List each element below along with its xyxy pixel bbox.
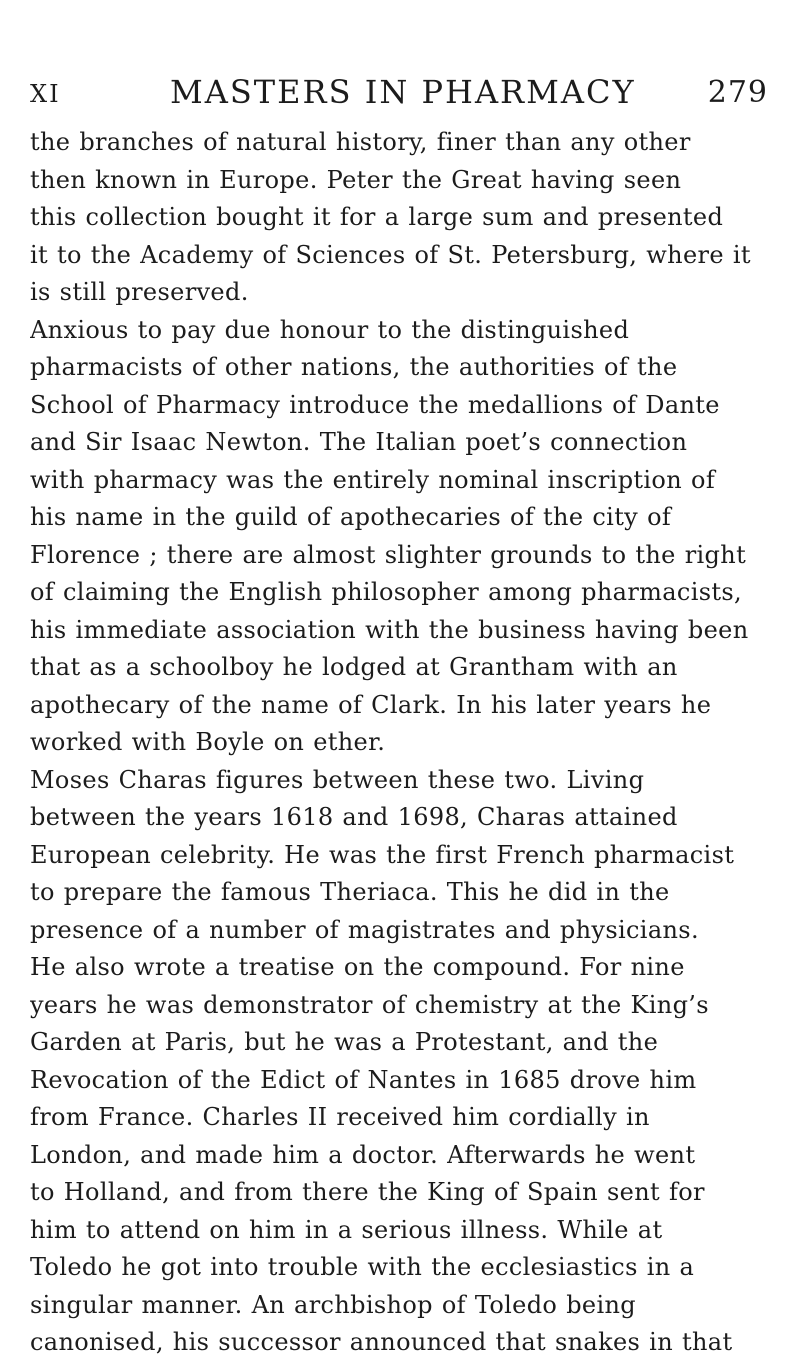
text-line: from France. Charles II received him cordially in bbox=[30, 1103, 650, 1131]
text-line: years he was demonstrator of chemistry at the King’s bbox=[30, 990, 709, 1019]
text-line: this collection bought it for a large sum and presented bbox=[30, 203, 724, 231]
text-line: then known in Europe. Peter the Great having seen bbox=[30, 165, 682, 194]
text-line: and Sir Isaac Newton. The Italian poet’s connection bbox=[30, 428, 688, 456]
text-line: apothecary of the name of Clark. In his later years he bbox=[30, 690, 712, 719]
text-line: Anxious to pay due honour to the distinguished bbox=[30, 315, 630, 344]
page-header bbox=[30, 74, 768, 114]
text-line: singular manner. An archbishop of Toledo being bbox=[30, 1290, 637, 1319]
text-line: his name in the guild of apothecaries of the city of bbox=[30, 503, 672, 531]
page-number: 279 bbox=[707, 75, 768, 110]
text-line: it to the Academy of Sciences of St. Petersburg, where it bbox=[30, 240, 751, 269]
text-line: that as a schoolboy he lodged at Grantham with an bbox=[30, 653, 678, 681]
text-line: Moses Charas figures between these two. Living bbox=[30, 765, 645, 794]
section-number: XI bbox=[30, 80, 61, 108]
text-line: with pharmacy was the entirely nominal inscription of bbox=[30, 465, 716, 494]
text-line: School of Pharmacy introduce the medallions of Dante bbox=[30, 390, 720, 419]
text-line: between the years 1618 and 1698, Charas attained bbox=[30, 803, 678, 831]
text-line: Revocation of the Edict of Nantes in 1685 drove him bbox=[30, 1065, 697, 1094]
text-line: to Holland, and from there the King of Spain sent for bbox=[30, 1178, 705, 1206]
text-line: worked with Boyle on ether. bbox=[30, 728, 386, 756]
text-line: to prepare the famous Theriaca. This he did in the bbox=[30, 878, 670, 906]
text-line: canonised, his successor announced that snakes in that bbox=[30, 1328, 733, 1356]
text-line: Florence ; there are almost slighter grounds to the right bbox=[30, 540, 747, 569]
text-line: the branches of natural history, finer than any other bbox=[30, 128, 691, 156]
text-line: is still preserved. bbox=[30, 278, 249, 306]
text-line: him to attend on him in a serious illness. While at bbox=[30, 1215, 663, 1244]
text-line: European celebrity. He was the first French pharmacist bbox=[30, 840, 735, 869]
running-title: MASTERS IN PHARMACY bbox=[170, 73, 636, 111]
text-line: London, and made him a doctor. Afterwards he went bbox=[30, 1140, 696, 1169]
text-line: pharmacists of other nations, the authorities of the bbox=[30, 353, 678, 381]
body-text bbox=[30, 124, 767, 1362]
text-line: Garden at Paris, but he was a Protestant, and the bbox=[30, 1028, 659, 1056]
text-line: Toledo he got into trouble with the ecclesiastics in a bbox=[30, 1253, 695, 1281]
text-line: presence of a number of magistrates and physicians. bbox=[30, 915, 699, 944]
text-line: He also wrote a treatise on the compound. For nine bbox=[30, 953, 685, 981]
text-line: of claiming the English philosopher among pharmacists, bbox=[30, 578, 743, 606]
text-line: his immediate association with the business having been bbox=[30, 615, 749, 644]
